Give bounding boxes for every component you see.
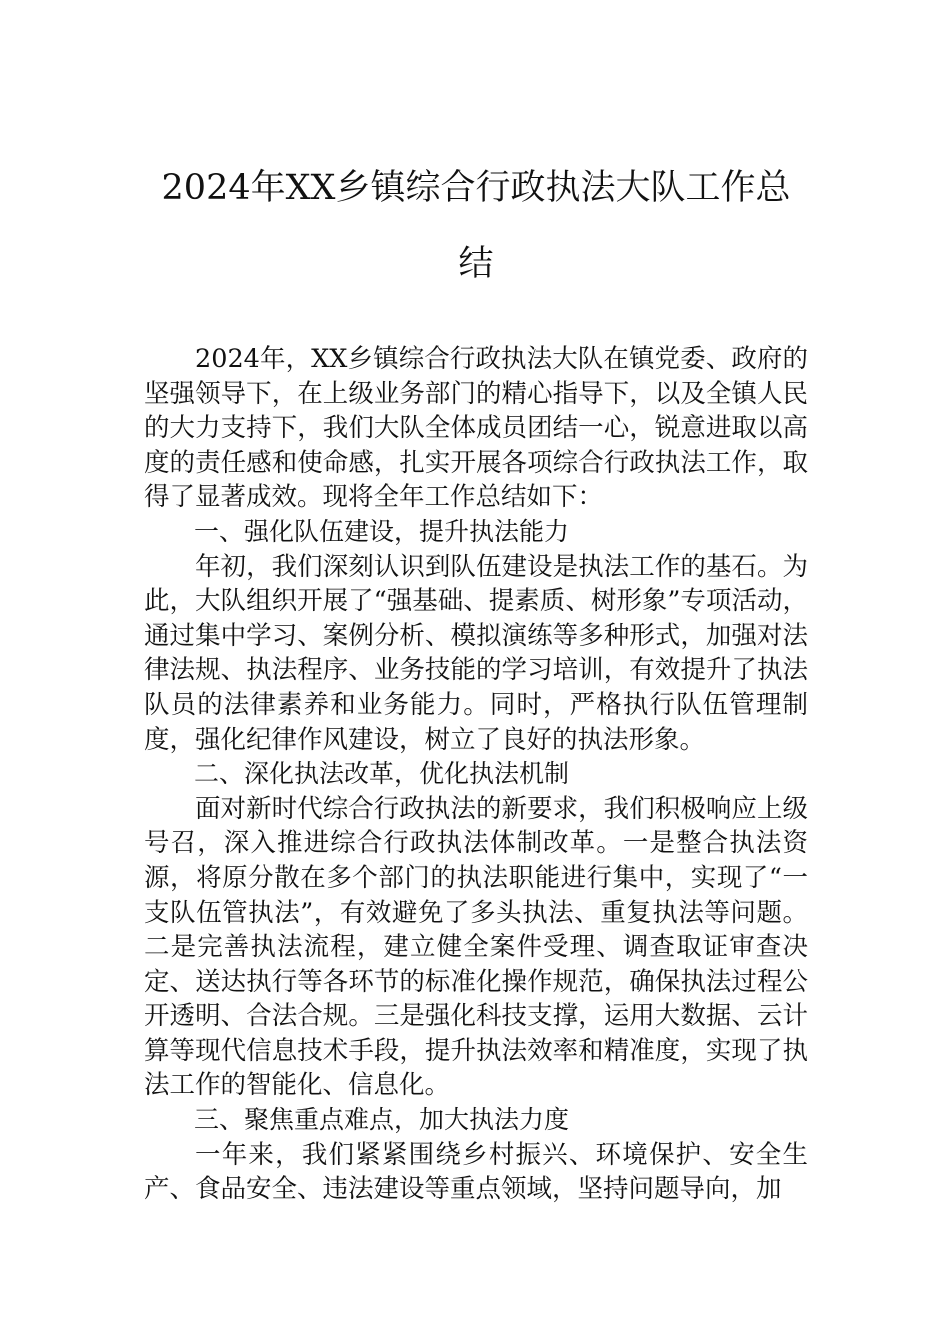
section-paragraph-2: 面对新时代综合行政执法的新要求，我们积极响应上级号召，深入推进综合行政执法体制改革。一是整合执法资源，将原分散在多个部门的执法职能进行集中，实现了“一支队伍管执法”，有效避免了多头执法、重复执法等问题。二是完善执法流程，建立健全案件受理、调查取证审查决定、送达执行等各环节的标准化操作规范，确保执法过程公开透明、合法合规。三是强化科技支撑，运用大数据、云计算等现代信息技术手段，提升执法效率和精准度，实现了执法工作的智能化、信息化。: [144, 793, 808, 1101]
document-title: [126, 162, 826, 290]
title-line-1: 2024年XX乡镇综合行政执法大队工作总: [161, 168, 791, 208]
document-page: [144, 162, 808, 1207]
document-body: [144, 342, 808, 1207]
section-paragraph-1: 年初，我们深刻认识到队伍建设是执法工作的基石。为此，大队组织开展了“强基础、提素质、树形象”专项活动，通过集中学习、案例分析、模拟演练等多种形式，加强对法律法规、执法程序、业务技能的学习培训，有效提升了执法队员的法律素养和业务能力。同时，严格执行队伍管理制度，强化纪律作风建设，树立了良好的执法形象。: [144, 551, 808, 755]
intro-paragraph: 2024年，XX乡镇综合行政执法大队在镇党委、政府的坚强领导下，在上级业务部门的精心指导下，以及全镇人民的大力支持下，我们大队全体成员团结一心，锐意进取以高度的责任感和使命感，扎实开展各项综合行政执法工作，取得了显著成效。现将全年工作总结如下：: [144, 344, 808, 513]
title-line-2: 结: [458, 244, 494, 284]
section-heading-2: 二、深化执法改革，优化执法机制: [194, 759, 570, 789]
section-paragraph-3: 一年来，我们紧紧围绕乡村振兴、环境保护、安全生产、食品安全、违法建设等重点领域，坚持问题导向，加: [144, 1139, 808, 1205]
section-heading-1: 一、强化队伍建设，提升执法能力: [194, 516, 570, 546]
section-heading-3: 三、聚焦重点难点，加大执法力度: [194, 1105, 570, 1135]
